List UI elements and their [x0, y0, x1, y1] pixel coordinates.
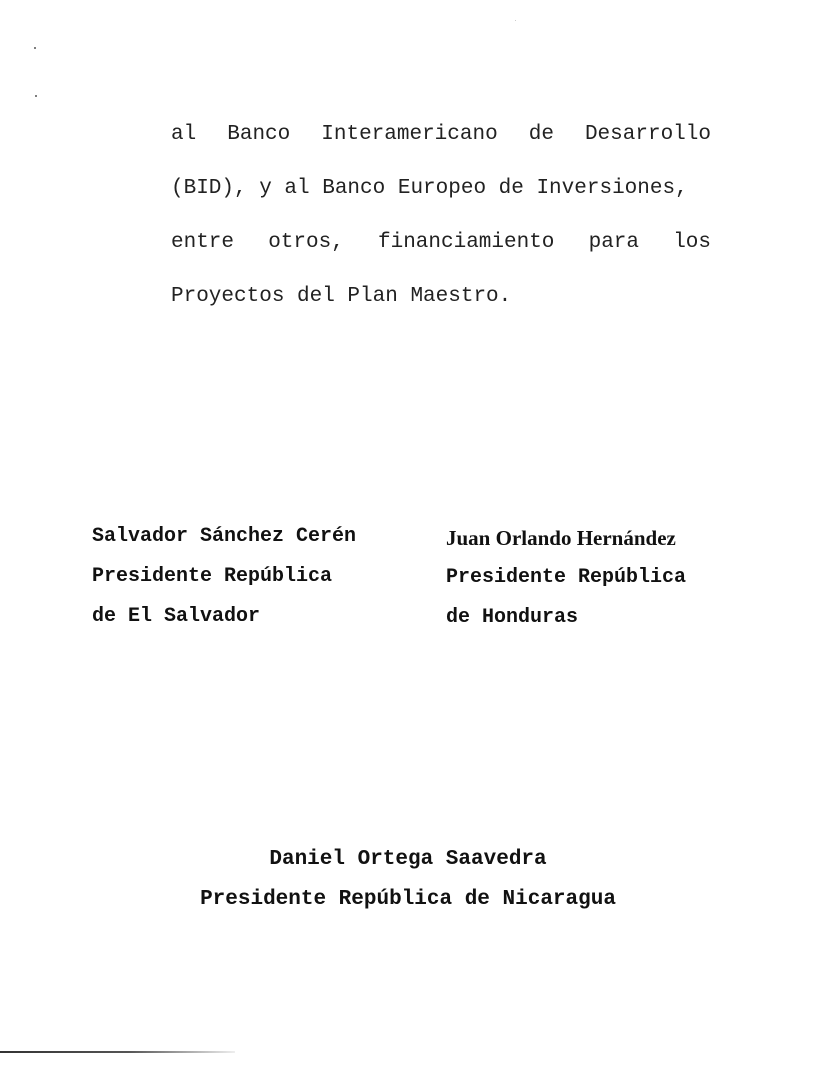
- word: los: [673, 231, 711, 254]
- signatory-country: de Honduras: [446, 606, 579, 629]
- paragraph-line-2: (BID), y al Banco Europeo de Inversiones,: [171, 177, 688, 200]
- word: para: [588, 231, 640, 254]
- scan-speck: [515, 20, 516, 21]
- word: Desarrollo: [584, 123, 711, 146]
- signatory-name: Daniel Ortega Saavedra: [269, 848, 547, 871]
- scan-speck: [34, 47, 36, 49]
- body-paragraph: [171, 108, 711, 324]
- paragraph-line-1: [171, 108, 711, 162]
- word: otros,: [268, 231, 344, 254]
- signatory-country: de El Salvador: [92, 605, 261, 628]
- signature-block-nicaragua: [0, 840, 816, 920]
- signatory-name: Juan Orlando Hernández: [446, 526, 676, 550]
- paragraph-line-3: [171, 216, 711, 270]
- signatory-title: Presidente República de Nicaragua: [200, 888, 616, 911]
- signature-block-honduras: [446, 518, 686, 638]
- signature-block-el-salvador: [92, 517, 356, 637]
- word: de: [528, 123, 554, 146]
- scan-speck: [35, 95, 37, 97]
- word: financiamiento: [377, 231, 555, 254]
- word: Interamericano: [321, 123, 498, 146]
- word: al: [171, 123, 197, 146]
- signatory-title: Presidente República: [92, 565, 333, 588]
- signatory-title: Presidente República: [446, 566, 687, 589]
- word: Banco: [227, 123, 291, 146]
- paragraph-line-4: Proyectos del Plan Maestro.: [171, 285, 512, 308]
- footer-rule: [0, 1051, 235, 1053]
- signatory-name: Salvador Sánchez Cerén: [92, 525, 357, 548]
- word: entre: [171, 231, 235, 254]
